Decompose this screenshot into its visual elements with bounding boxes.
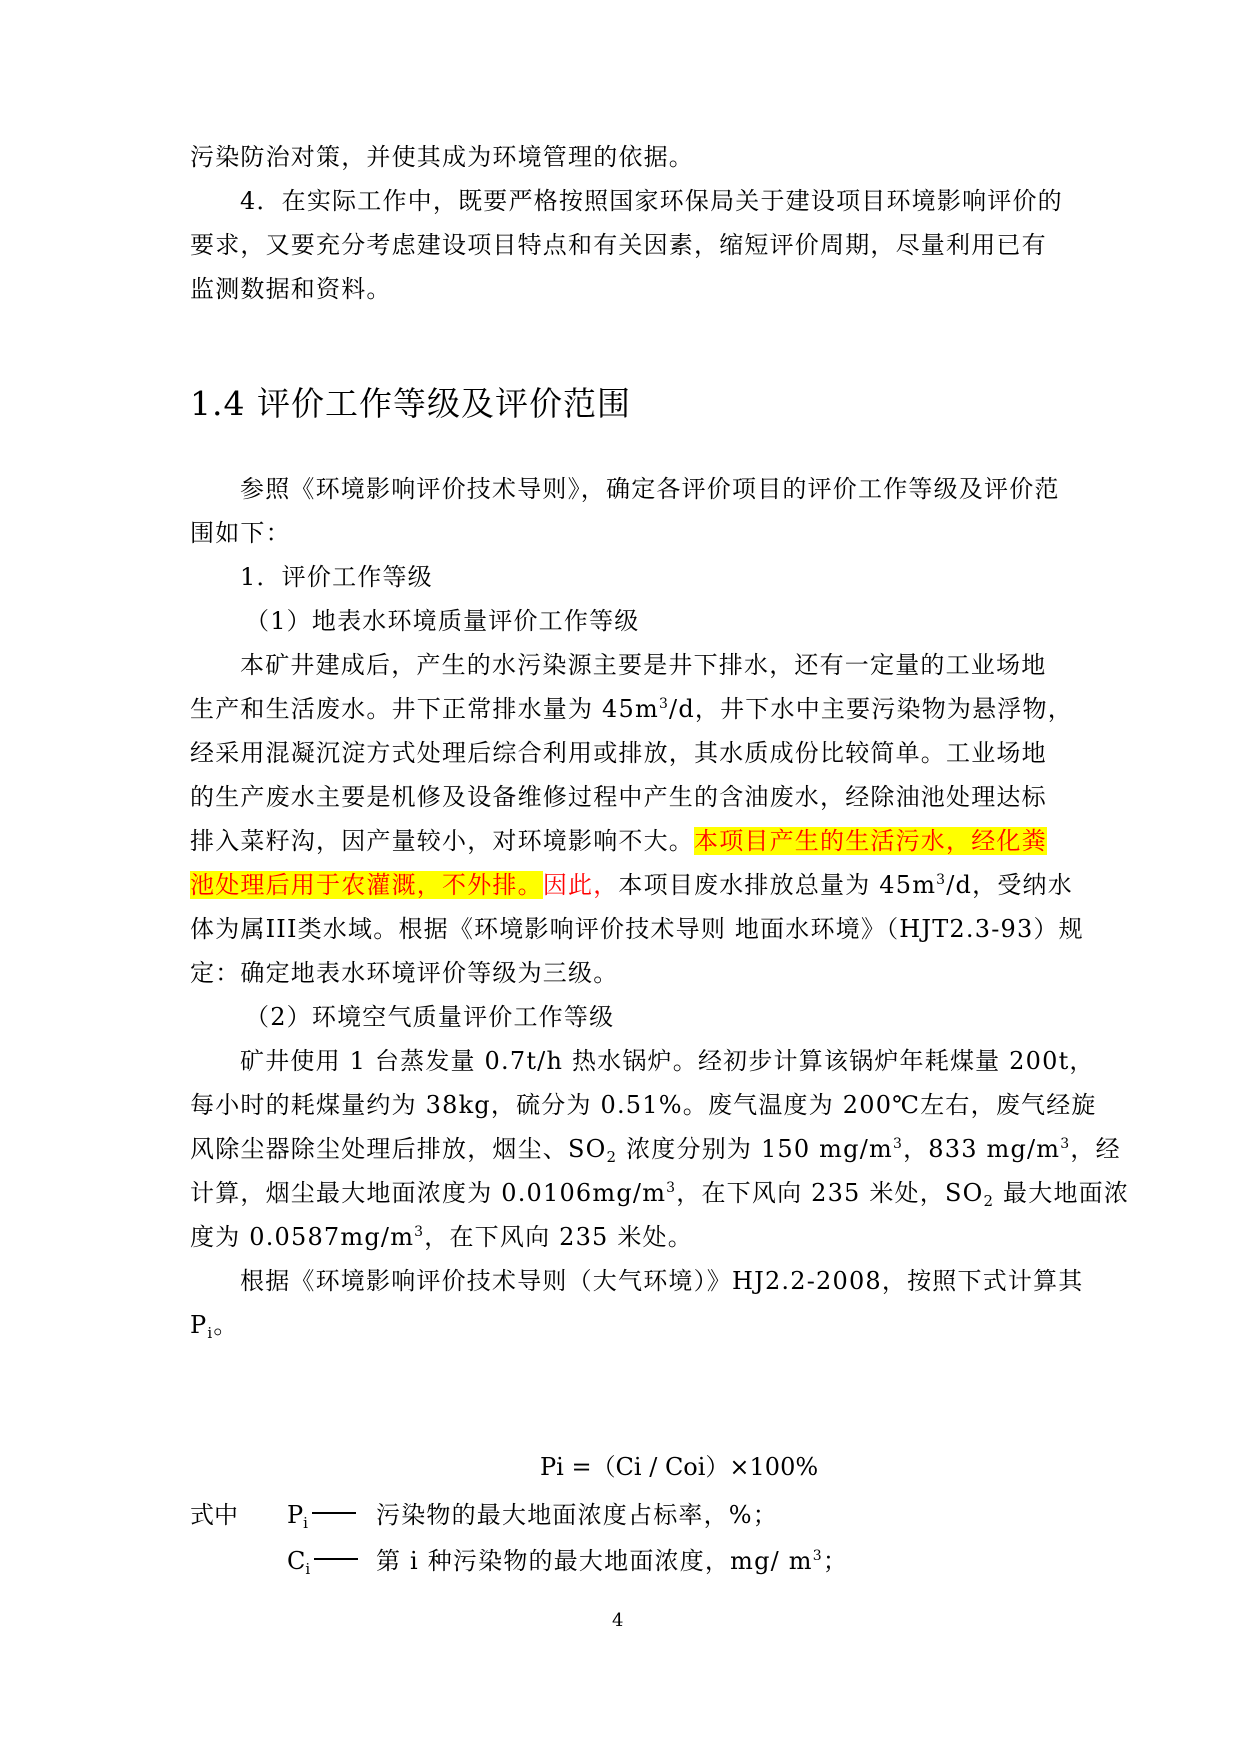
paragraph-line: 监测数据和资料。	[190, 275, 392, 303]
paragraph-line: 矿井使用 1 台蒸发量 0.7t/h 热水锅炉。经初步计算该锅炉年耗煤量 200t，	[240, 1047, 1095, 1075]
list-item-heading: 1．评价工作等级	[240, 563, 433, 591]
definitions-label: 式中	[190, 1501, 238, 1529]
paragraph-line: 生产和生活废水。井下正常排水量为 $45m^3/d$，井下水中主要污染物为悬浮物，	[190, 695, 1073, 723]
paragraph-line: 定：确定地表水环境评价等级为三级。	[190, 959, 619, 987]
subsection-heading: （1）地表水环境质量评价工作等级	[245, 607, 640, 635]
subsection-heading: （2）环境空气质量评价工作等级	[245, 1003, 615, 1031]
paragraph-line: 经采用混凝沉淀方式处理后综合利用或排放，其水质成份比较简单。工业场地	[190, 739, 1047, 767]
definition-dash	[312, 1512, 356, 1514]
paragraph-line: 体为属III类水域。根据《环境影响评价技术导则 地面水环境》（HJT2.3-93）规	[190, 915, 1084, 943]
paragraph-line: 要求，又要充分考虑建设项目特点和有关因素，缩短评价周期，尽量利用已有	[190, 231, 1047, 259]
paragraph-line: 污染防治对策，并使其成为环境管理的依据。	[190, 143, 694, 171]
definition-symbol: $C_i$	[287, 1546, 364, 1576]
paragraph-line: 根据《环境影响评价技术导则（大气环境）》HJ2.2-2008，按照下式计算其	[240, 1267, 1084, 1295]
paragraph-line: 本矿井建成后，产生的水污染源主要是井下排水，还有一定量的工业场地	[240, 651, 1047, 679]
paragraph-line: 排入菜籽沟，因产量较小，对环境影响不大。本项目产生的生活污水，经化粪	[190, 827, 1047, 855]
highlighted-text: 本项目产生的生活污水，经化粪	[694, 827, 1047, 855]
definition-text: 污染物的最大地面浓度占标率，%；	[376, 1501, 779, 1529]
paragraph-line: $P_i$。	[190, 1311, 239, 1342]
page-number: 4	[612, 1610, 624, 1631]
paragraph-line: 每小时的耗煤量约为 38kg，硫分为 0.51%。废气温度为 200℃左右，废气经旋	[190, 1091, 1097, 1119]
paragraph-line: 围如下：	[190, 519, 291, 547]
paragraph-line: 计算，烟尘最大地面浓度为 $0.0106mg/m^3$，在下风向 235 米处，$SO_2$ 最大地面浓	[190, 1179, 1130, 1210]
paragraph-line: 度为 $0.0587mg/m^3$，在下风向 235 米处。	[190, 1223, 693, 1251]
paragraph-line: 4．在实际工作中，既要严格按照国家环保局关于建设项目环境影响评价的	[240, 187, 1063, 215]
definition-dash	[314, 1558, 358, 1560]
formula: Pi =（Ci / Coi）×100%	[540, 1453, 819, 1481]
paragraph-line: 风除尘器除尘处理后排放，烟尘、$SO_2$ 浓度分别为 150 $mg/m^3$，833 $mg/m^3$，经	[190, 1135, 1121, 1166]
definition-symbol: $P_i$	[287, 1500, 362, 1530]
section-heading: 1.4 评价工作等级及评价范围	[190, 384, 631, 423]
paragraph-line: 参照《环境影响评价技术导则》，确定各评价项目的评价工作等级及评价范	[240, 475, 1060, 503]
red-text: 因此，	[542, 871, 619, 899]
highlighted-text: 池处理后用于农灌溉，不外排。	[190, 871, 543, 899]
definition-text: 第 i 种污染物的最大地面浓度，mg/ $m^3$；	[376, 1547, 849, 1575]
paragraph-line: 的生产废水主要是机修及设备维修过程中产生的含油废水，经除油池处理达标	[190, 783, 1047, 811]
paragraph-line: 池处理后用于农灌溉，不外排。因此，本项目废水排放总量为 $45m^3/d$，受纳水	[190, 871, 1073, 899]
